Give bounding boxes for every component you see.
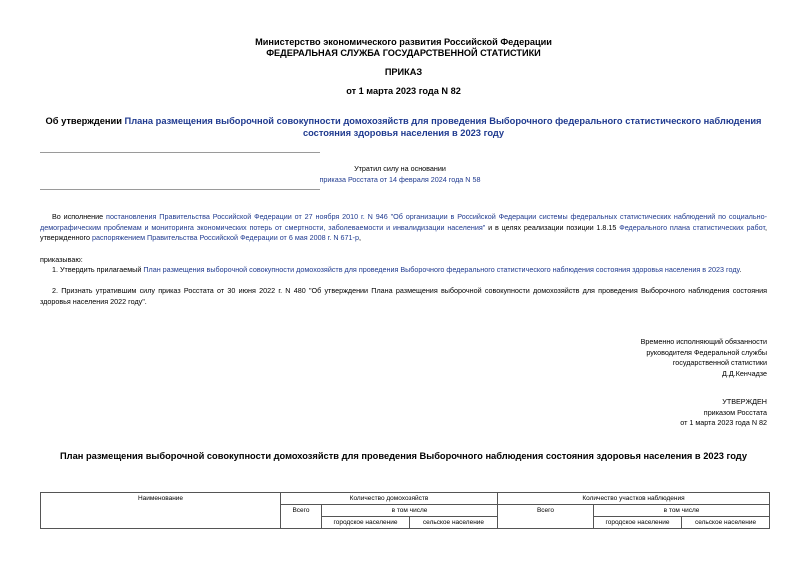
households-urban-header: городское население [322,517,410,529]
ministry-name: Министерство экономического развития Российской Федерации [255,37,552,47]
preamble-text-2: и в целях реализации позиции 1.8.15 [485,222,620,232]
title-prefix: Об утверждении [45,116,125,126]
col-households-header: Количество домохозяйств [281,493,498,505]
divider-top [40,152,320,153]
approval-line-2: приказом Росстата [703,407,767,417]
households-rural-header: сельское население [410,517,498,529]
service-name: ФЕДЕРАЛЬНАЯ СЛУЖБА ГОСУДАРСТВЕННОЙ СТАТИСТИКИ [266,48,541,58]
plan-title: План размещения выборочной совокупности домохозяйств для проведения Выборочного наблюдения состояния здоровья населения в 2023 году [59,451,747,461]
preamble-link-plan[interactable]: Федерального плана статистических работ [619,222,765,232]
status-link[interactable]: приказа Росстата от 14 февраля 2024 года N 58 [319,175,481,184]
plots-rural-header: сельское население [682,517,770,529]
divider-bottom [40,189,320,190]
approval-block [567,397,767,429]
approval-line-3: от 1 марта 2023 года N 82 [680,418,767,427]
preamble-text-3: , утвержденного [40,222,767,242]
preamble-link-decree[interactable]: постановления Правительства Российской Федерации от 27 ноября 2010 г. N 946 "Об организации в Российской Федерации системы федеральных статистических наблюдений по социально-демографическим проблемам и мониторинга экономических потерь от смертности, заболеваемости и инвалидизации населения" [40,212,767,232]
item-1-link[interactable]: План размещения выборочной совокупности домохозяйств для проведения Выборочного федерального статистического наблюдения состояния здоровья населения в 2023 году [143,265,740,274]
signature-line-1: Временно исполняющий обязанности [640,337,767,346]
plots-urban-header: городское население [594,517,682,529]
preamble-text-1: Во исполнение [52,212,107,221]
signature-line-3: государственной статистики [672,358,767,367]
households-total-header: Всего [281,505,322,529]
item-1 [40,265,767,276]
plots-total-header: Всего [498,505,594,529]
status-line: Утратил силу на основании [354,164,446,173]
col-name-header: Наименование [41,493,281,529]
item-1-end: . [739,265,742,274]
approval-line-1: УТВЕРЖДЕН [722,397,767,406]
doc-title [40,115,767,139]
preamble-link-order[interactable]: распоряжением Правительства Российской Федерации от 6 мая 2008 г. N 671-р [92,233,359,242]
title-link[interactable]: Плана размещения выборочной совокупности домохозяйств для проведения Выборочного федерального статистического наблюдения состояния здоровья населения в 2023 году [124,116,762,138]
signature-name: Д.Д.Кенчадзе [721,368,767,378]
item-2: 2. Признать утратившим силу приказ Росстата от 30 июня 2022 г. N 480 "Об утверждении Плана размещения выборочной совокупности домохозяйств для проведения Выборочного наблюдения состояния здоровья населения 2022 году". [40,286,767,306]
doc-type: ПРИКАЗ [384,67,423,77]
plan-table [40,492,770,529]
table-header-row-1 [41,493,770,505]
signature-block [567,337,767,379]
item-1-text: 1. Утвердить прилагаемый [52,265,144,274]
households-including-header: в том числе [322,505,498,517]
plots-including-header: в том числе [594,505,770,517]
preamble [40,212,767,244]
order-word: приказываю: [40,255,83,264]
preamble-text-4: , [358,233,361,242]
doc-date: от 1 марта 2023 года N 82 [346,86,461,96]
signature-line-2: руководителя Федеральной службы [646,347,767,357]
col-plots-header: Количество участков наблюдения [498,493,770,505]
